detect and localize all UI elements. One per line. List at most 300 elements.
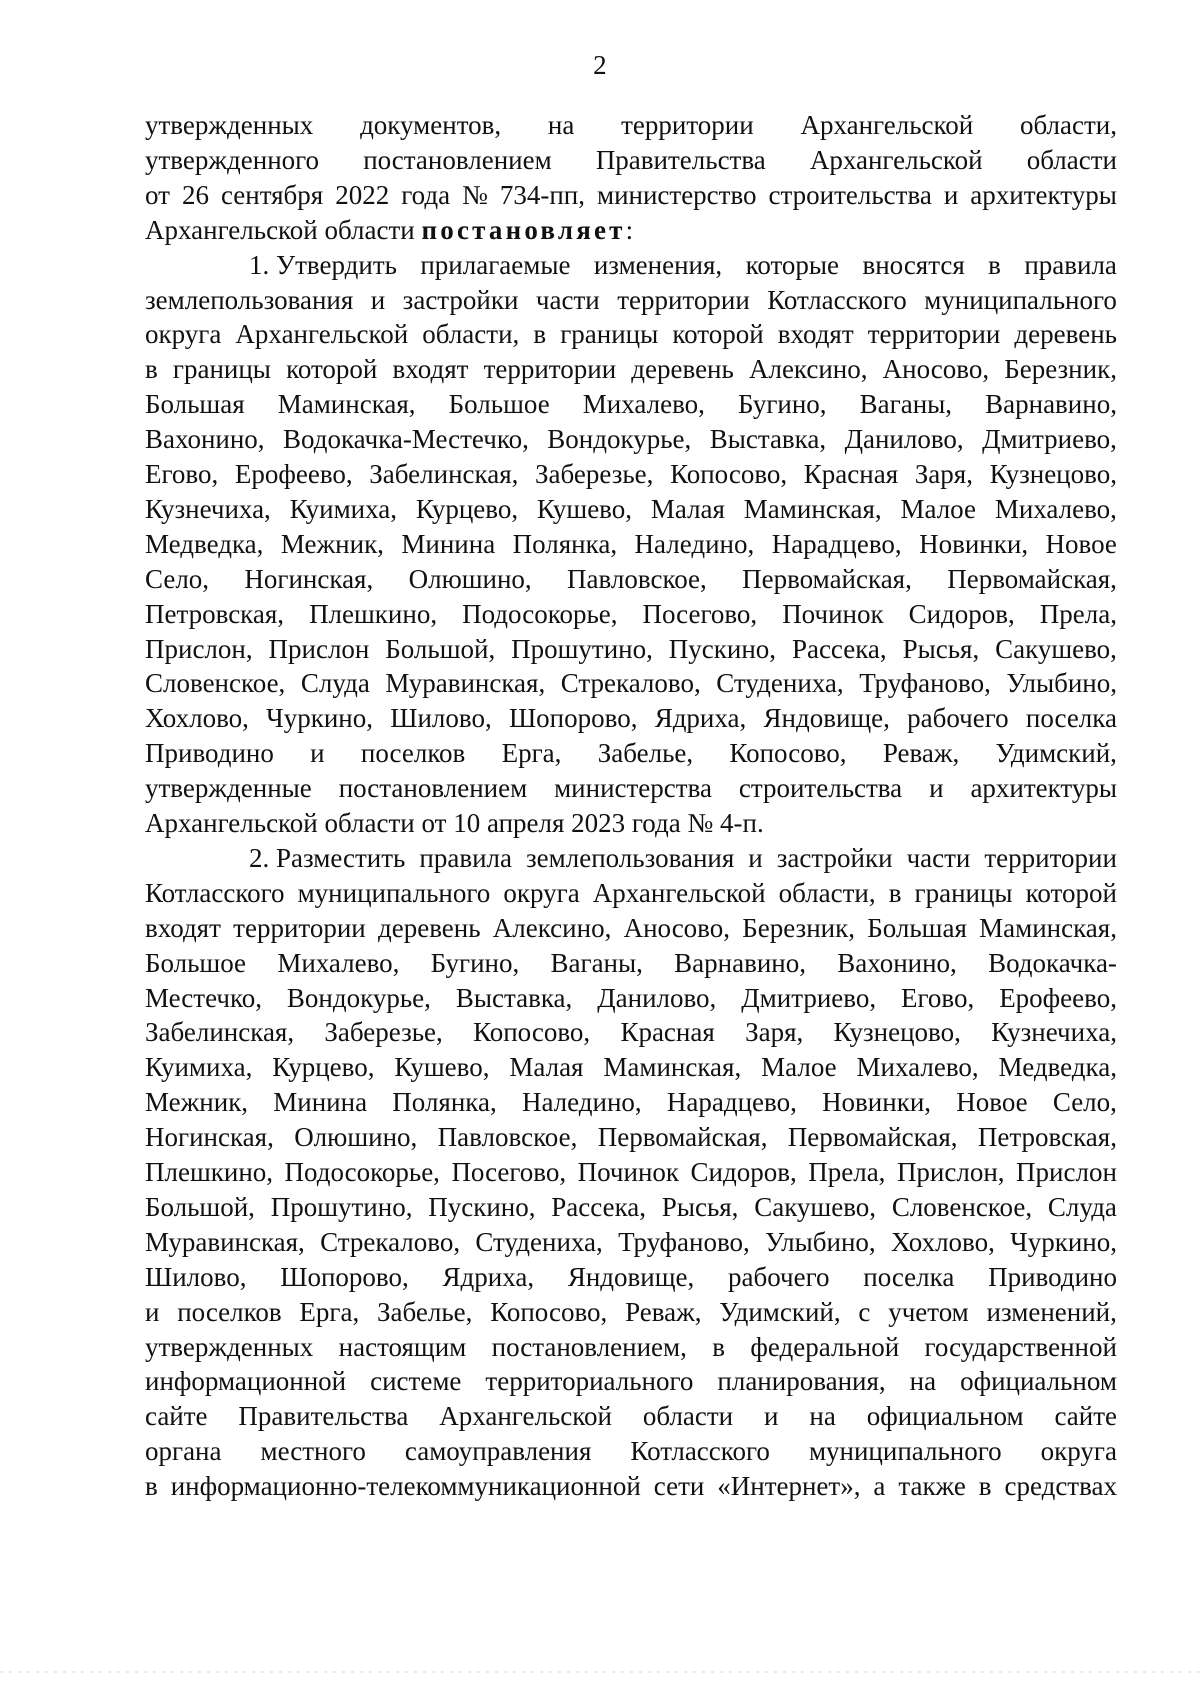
text-line [145, 1469, 1117, 1503]
word: Маминская, [603, 1052, 742, 1083]
word: территории [867, 319, 1001, 350]
word: поселков [177, 1296, 282, 1327]
word: на [909, 1366, 937, 1397]
word: Улыбино, [765, 1226, 876, 1257]
word: Забелинская, [369, 459, 519, 489]
word: Новое [1045, 528, 1117, 559]
word: строительства [738, 773, 903, 804]
word: министерство [596, 179, 757, 210]
word: Минина [273, 1087, 368, 1118]
text-line [145, 876, 1117, 910]
word: от [145, 179, 170, 210]
word: Алексино, [492, 912, 612, 943]
word: Ядриха, [654, 703, 747, 734]
word: Березник, [742, 912, 855, 943]
word: Копосово, [729, 738, 847, 769]
word: Малая [509, 1052, 584, 1083]
word: 26 [181, 179, 209, 210]
word: Прела, [808, 1157, 886, 1187]
word: в [888, 877, 902, 908]
word: Наледино, [634, 528, 755, 559]
word: Курцево, [272, 1052, 375, 1083]
word: Словенское, [891, 1191, 1033, 1222]
word: Данилово, [597, 982, 717, 1013]
text-line [145, 1085, 1117, 1119]
text-line [145, 1399, 1117, 1433]
word: Кузнецово, [833, 1017, 961, 1048]
text-line [145, 1050, 1117, 1084]
text-line [145, 1330, 1117, 1364]
word: Удимский, [995, 738, 1117, 769]
word: Сидоров, [908, 598, 1015, 629]
word: и [370, 284, 386, 315]
word: муниципального [808, 1436, 1002, 1467]
word: Архангельской [592, 877, 766, 908]
word: территориального [485, 1366, 694, 1397]
word: территории [984, 842, 1117, 873]
word: Маминская, [277, 389, 416, 420]
word: Рысья, [661, 1191, 739, 1222]
word: на [547, 110, 575, 140]
word: границы [914, 877, 1013, 908]
word: землепользования [145, 284, 354, 315]
word: утвержденных [145, 110, 314, 140]
word: планирования, [717, 1366, 886, 1397]
word: Заберезье, [535, 459, 654, 489]
word: и [145, 1296, 160, 1327]
word: Ногинская, [145, 1122, 274, 1153]
word: округа [503, 877, 580, 908]
word: Заберезье, [324, 1017, 443, 1048]
text-line [145, 352, 1117, 386]
word: Пускино, [428, 1191, 536, 1222]
word: застройки [776, 842, 893, 873]
word: официальном [866, 1401, 1024, 1432]
word: Олюшино, [408, 563, 532, 594]
word: Первомайская, [597, 1122, 768, 1153]
word: Прислон [1016, 1157, 1117, 1187]
word: Плешкино, [145, 1157, 274, 1187]
word: Пускино, [668, 633, 777, 664]
word: 1. Утвердить [249, 249, 397, 280]
word: Хохлово, [145, 703, 249, 734]
word: Реваж, [882, 738, 960, 769]
word: области [642, 1401, 734, 1432]
text-line [145, 457, 1117, 491]
word: Малое [761, 1052, 837, 1083]
word: строительства [768, 179, 932, 210]
text-line [145, 946, 1117, 980]
word: сайте [145, 1401, 208, 1432]
word: утвержденного [145, 144, 320, 175]
word: Малое [900, 493, 976, 524]
word: самоуправления [404, 1436, 592, 1467]
word: Вахонино, [145, 424, 265, 455]
word: Олюшино, [294, 1122, 418, 1153]
text-line [145, 317, 1117, 351]
word: изменения, [593, 249, 723, 280]
word: «Интернет», [717, 1471, 861, 1502]
word: Ерофеево, [234, 459, 353, 489]
word: Петровская, [977, 1122, 1117, 1153]
text-line [145, 632, 1117, 666]
word: информационно-телекоммуникационной [170, 1471, 641, 1502]
word: Аносово, [623, 912, 730, 943]
word: Егово, [901, 982, 975, 1013]
word: Архангельской [235, 319, 409, 350]
word: области, [1019, 110, 1117, 140]
word: Ядриха, [442, 1261, 535, 1292]
word: Вондокурье, [547, 424, 692, 455]
word: территории [621, 110, 754, 140]
word: Первомайская, [742, 563, 912, 594]
word: Копосово, [490, 1296, 608, 1327]
word: Котласского [767, 284, 907, 315]
word: Муравинская, [385, 668, 546, 699]
word: Межник, [280, 528, 384, 559]
word: в [145, 1471, 158, 1502]
word: Заря, [745, 1017, 804, 1048]
word: архитектуры [970, 773, 1117, 804]
word: 2. Разместить [249, 842, 406, 873]
text-line [145, 736, 1117, 770]
word: Подосокорье, [462, 598, 618, 629]
word: Яндовище, [567, 1261, 695, 1292]
word: которые [745, 249, 840, 280]
text-line [145, 143, 1117, 177]
text-line [145, 422, 1117, 456]
text-line [145, 771, 1117, 805]
word: Студениха, [475, 1226, 603, 1257]
word: Большая [867, 912, 967, 943]
word: постановлением, [491, 1331, 687, 1362]
word: поселка [863, 1261, 955, 1292]
word: Михалево, [277, 947, 400, 978]
word: Медведка, [145, 528, 264, 559]
word: а [873, 1471, 886, 1502]
word: и [764, 1401, 779, 1432]
word: Починок [577, 1157, 680, 1187]
word: и [748, 842, 763, 873]
word: муниципального [924, 284, 1117, 315]
text-line [145, 1295, 1117, 1329]
word: Правительства [595, 144, 766, 175]
text-line [145, 492, 1117, 526]
line-punctuation: : [625, 214, 634, 245]
text-line [145, 562, 1117, 596]
word: Первомайская, [787, 1122, 958, 1153]
word: Новинки, [919, 528, 1029, 559]
word: Большая [145, 389, 245, 420]
word: Забелье, [597, 738, 694, 769]
word: территории [483, 354, 617, 385]
word: Прислон, [896, 1157, 1005, 1187]
word: Большое [145, 947, 247, 978]
word: сайте [1054, 1401, 1117, 1432]
line-text: Архангельской области от 10 апреля 2023 года № 4-п. [145, 808, 764, 838]
word: 734-пп, [499, 179, 585, 210]
word: области, [422, 319, 520, 350]
text-line [249, 248, 1117, 282]
word: которой [1025, 877, 1117, 908]
word: Маминская, [979, 912, 1117, 943]
word: вносятся [862, 249, 965, 280]
text-line [145, 213, 1117, 247]
word: Ногинская, [244, 563, 374, 594]
word: местного [260, 1436, 366, 1467]
word: части [535, 284, 600, 315]
word: Хохлово, [890, 1226, 995, 1257]
word: входят [777, 319, 854, 350]
word: Село, [145, 563, 210, 594]
word: в [533, 319, 547, 350]
word: входят [145, 912, 221, 943]
word: Прошутино, [511, 633, 653, 664]
word: информационной [145, 1366, 347, 1397]
word: Водокачка-Местечко, [283, 424, 529, 455]
word: Кузнечиха, [145, 493, 271, 524]
word: Михалево, [994, 493, 1117, 524]
word: Маминская, [743, 493, 882, 524]
word: официальном [960, 1366, 1117, 1397]
word: Приводино [145, 738, 274, 769]
word: Аносово, [882, 354, 990, 385]
word: в [712, 1331, 726, 1362]
page-number: 2 [593, 50, 607, 80]
word: Первомайская, [947, 563, 1117, 594]
word: Егово, [145, 459, 219, 489]
word: Чуркино, [266, 703, 373, 734]
word: Большое [448, 389, 550, 420]
word: Полянка, [392, 1087, 497, 1118]
word: Ерга, [299, 1296, 360, 1327]
word: рабочего [728, 1261, 830, 1292]
word: части [906, 842, 971, 873]
word: на [809, 1401, 836, 1432]
word: средствах [1004, 1471, 1117, 1502]
text-line [145, 806, 1117, 840]
word: Яндовище, [763, 703, 890, 734]
word: Большой, [385, 633, 496, 664]
word: Минина [401, 528, 496, 559]
word: Красная [620, 1017, 715, 1048]
word: Медведка, [998, 1052, 1117, 1083]
word: настоящим [338, 1331, 467, 1362]
word: округа [1040, 1436, 1117, 1467]
text-line [145, 1260, 1117, 1294]
word: в [988, 249, 1001, 280]
word: которой [286, 354, 378, 385]
word: с [858, 1296, 871, 1327]
text-line [145, 1190, 1117, 1224]
word: Нарадцево, [771, 528, 902, 559]
word: Алексино, [748, 354, 868, 385]
word: входят [392, 354, 469, 385]
word: года [401, 179, 451, 210]
word: Сакушево, [754, 1191, 877, 1222]
word: Вахонино, [837, 947, 957, 978]
text-line [145, 981, 1117, 1015]
word: Ваганы, [859, 389, 953, 420]
word: Кушево, [536, 493, 632, 524]
word: министерства [554, 773, 712, 804]
text-line [145, 1364, 1117, 1398]
word: Варнавино, [985, 389, 1117, 420]
word: Труфаново, [859, 668, 991, 699]
word: территории [617, 284, 750, 315]
word: деревень [1014, 319, 1117, 350]
word: области [1026, 144, 1117, 175]
text-line [145, 108, 1117, 142]
word: Михалево, [582, 389, 705, 420]
word: утвержденных [145, 1331, 314, 1362]
word: правила [419, 842, 512, 873]
word: деревень [377, 912, 481, 943]
word: Копосово, [473, 1017, 591, 1048]
resolution-keyword: постановляет [421, 214, 626, 245]
word: поселка [1025, 703, 1117, 734]
word: системе [370, 1366, 462, 1397]
scan-edge-artifact [0, 1671, 1200, 1673]
word: Стрекалово, [560, 668, 701, 699]
word: Наледино, [521, 1087, 642, 1118]
word: границы [560, 319, 659, 350]
text-line [145, 283, 1117, 317]
word: округа [145, 319, 222, 350]
text-line [145, 1225, 1117, 1259]
word: Сидоров, [690, 1157, 797, 1187]
word: Ерга, [501, 738, 562, 769]
word: архитектуры [970, 179, 1117, 210]
word: Студениха, [716, 668, 844, 699]
word: Прислон, [145, 633, 253, 664]
word: Кушево, [394, 1052, 490, 1083]
text-line [145, 1120, 1117, 1154]
text-line [249, 841, 1117, 875]
word: Кузнецово, [989, 459, 1117, 489]
word: деревень [631, 354, 734, 385]
word: Прошутино, [270, 1191, 413, 1222]
word: Посегово, [642, 598, 758, 629]
word: муниципального [297, 877, 491, 908]
word: и [310, 738, 325, 769]
word: Плешкино, [309, 598, 438, 629]
word: Ерофеево, [999, 982, 1117, 1013]
word: Прислон [268, 633, 370, 664]
word: Словенское, [145, 668, 286, 699]
word: Кузнечиха, [991, 1017, 1117, 1048]
word: Дмитриево, [982, 424, 1117, 455]
text-line [145, 1434, 1117, 1468]
word: застройки [402, 284, 519, 315]
text-line [145, 701, 1117, 735]
word: Слуда [1047, 1191, 1117, 1222]
word: постановлением [363, 144, 552, 175]
word: Село, [1052, 1087, 1117, 1118]
word: территории [233, 912, 366, 943]
word: изменений, [986, 1296, 1117, 1327]
word: Улыбино, [1006, 668, 1117, 699]
word: Подосокорье, [284, 1157, 440, 1187]
text-line [145, 1155, 1117, 1189]
word: которой [672, 319, 764, 350]
word: Рысья, [902, 633, 980, 664]
word: рабочего [907, 703, 1009, 734]
word: Копосово, [670, 459, 788, 489]
word: Малая [650, 493, 725, 524]
word: Данилово, [844, 424, 964, 455]
text-line [145, 178, 1117, 212]
text-line [145, 666, 1117, 700]
word: Забелье, [377, 1296, 473, 1327]
word: Архангельской [809, 144, 983, 175]
word: утвержденные [145, 773, 312, 804]
word: Ваганы, [550, 947, 643, 978]
word: Прела, [1039, 598, 1117, 629]
word: 2022 [335, 179, 390, 210]
word: Павловское, [567, 563, 707, 594]
word: Заря, [914, 459, 973, 489]
word: постановлением [338, 773, 528, 804]
word: в [978, 1471, 992, 1502]
word: Новое [956, 1087, 1028, 1118]
word: Варнавино, [674, 947, 806, 978]
word: Забелинская, [145, 1017, 295, 1048]
word: Межник, [145, 1087, 249, 1118]
word: правила [1024, 249, 1117, 280]
word: № [462, 179, 488, 210]
word: Водокачка- [988, 947, 1117, 978]
word: Выставка, [455, 982, 573, 1013]
word: Архангельской [439, 1401, 612, 1432]
word: Петровская, [145, 598, 285, 629]
word: федеральной [750, 1331, 900, 1362]
word: области, [778, 877, 876, 908]
word: Дмитриево, [741, 982, 877, 1013]
word: Котласского [630, 1436, 770, 1467]
word: Новинки, [822, 1087, 932, 1118]
word: Сакушево, [995, 633, 1117, 664]
word: государственной [924, 1331, 1117, 1362]
word: Бугино, [737, 389, 827, 420]
text-line [145, 597, 1117, 631]
word: в [145, 354, 158, 385]
word: Куимиха, [289, 493, 397, 524]
word: Рассека, [551, 1191, 647, 1222]
word: Павловское, [437, 1122, 578, 1153]
word: Рассека, [791, 633, 887, 664]
word: Куимиха, [145, 1052, 253, 1083]
word: также [898, 1471, 966, 1502]
word: Красная [803, 459, 899, 489]
line-text: Архангельской области [145, 214, 422, 245]
word: Полянка, [512, 528, 618, 559]
word: сентября [220, 179, 324, 210]
word: Труфаново, [618, 1226, 750, 1257]
word: Чуркино, [1010, 1226, 1117, 1257]
word: прилагаемые [420, 249, 571, 280]
word: Реваж, [625, 1296, 702, 1327]
word: Починок [782, 598, 884, 629]
word: Вондокурье, [286, 982, 431, 1013]
word: Удимский, [719, 1296, 841, 1327]
word: Курцево, [415, 493, 519, 524]
word: Посегово, [451, 1157, 567, 1187]
word: Шопорово, [508, 703, 638, 734]
word: сети [653, 1471, 705, 1502]
text-line [145, 527, 1117, 561]
word: Михалево, [856, 1052, 979, 1083]
